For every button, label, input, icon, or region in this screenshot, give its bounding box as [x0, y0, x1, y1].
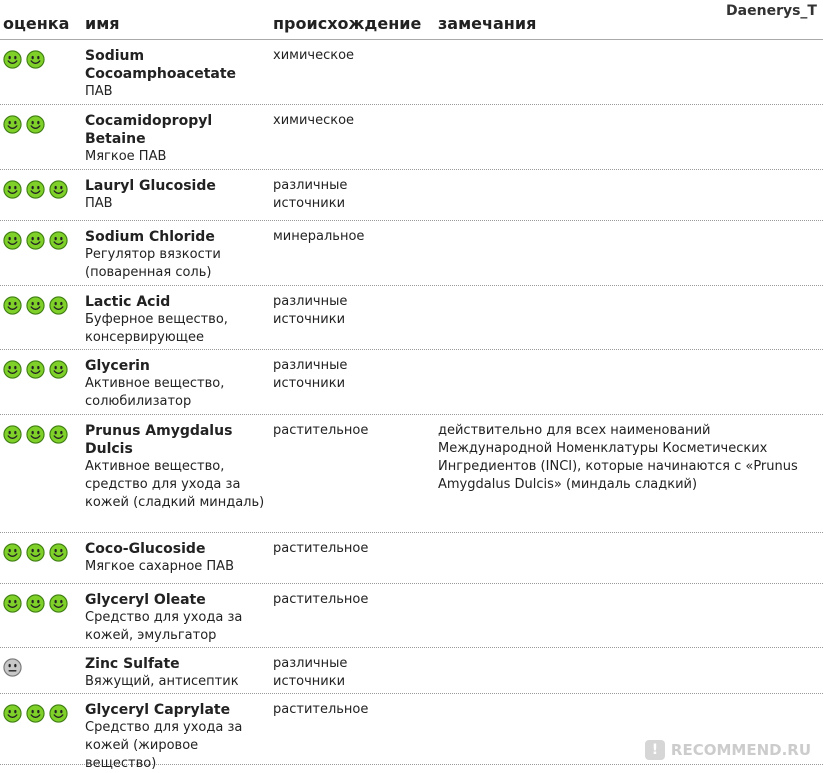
rating-cell — [3, 658, 22, 677]
name-cell — [85, 228, 265, 282]
rating-cell — [3, 180, 68, 199]
green-smiley-icon — [3, 594, 22, 613]
ingredient-description: Активное вещество, средство для ухода за кожей (сладкий миндаль) — [85, 459, 265, 510]
name-cell — [85, 540, 265, 576]
ingredient-description: Средство для ухода за кожей, эмульгатор — [85, 610, 243, 643]
recommend-watermark: ! RECOMMEND.RU — [645, 740, 811, 760]
green-smiley-icon — [26, 115, 45, 134]
rating-cell — [3, 296, 68, 315]
table-header — [0, 0, 823, 40]
ingredient-description: Вяжущий, антисептик — [85, 674, 239, 689]
ingredient-name[interactable]: Prunus Amygdalus Dulcis — [85, 423, 233, 457]
green-smiley-icon — [49, 594, 68, 613]
table-row — [0, 533, 823, 584]
name-cell — [85, 655, 265, 691]
ingredient-description: ПАВ — [85, 196, 113, 211]
green-smiley-icon — [3, 115, 22, 134]
ingredient-name[interactable]: Glyceryl Caprylate — [85, 702, 231, 718]
green-smiley-icon — [3, 360, 22, 379]
name-cell — [85, 422, 265, 512]
ingredient-name[interactable]: Cocamidopropyl Betaine — [85, 113, 213, 147]
table-row — [0, 648, 823, 694]
ingredient-description: Активное вещество, солюбилизатор — [85, 376, 225, 409]
green-smiley-icon — [49, 425, 68, 444]
green-smiley-icon — [26, 180, 45, 199]
green-smiley-icon — [49, 296, 68, 315]
green-smiley-icon — [3, 50, 22, 69]
ingredient-description: Регулятор вязкости (поваренная соль) — [85, 247, 221, 280]
ingredient-name[interactable]: Zinc Sulfate — [85, 656, 180, 672]
origin-cell: минеральное — [273, 229, 365, 244]
green-smiley-icon — [49, 231, 68, 250]
origin-cell: растительное — [273, 702, 369, 717]
table-row — [0, 40, 823, 105]
origin-cell: химическое — [273, 48, 355, 63]
table-row — [0, 415, 823, 533]
green-smiley-icon — [3, 543, 22, 562]
rating-cell — [3, 50, 45, 69]
header-name: имя — [85, 14, 120, 33]
table-row — [0, 350, 823, 415]
name-cell — [85, 357, 265, 411]
origin-cell: различные источники — [273, 178, 348, 211]
name-cell — [85, 112, 265, 166]
table-row — [0, 286, 823, 350]
green-smiley-icon — [3, 296, 22, 315]
green-smiley-icon — [49, 180, 68, 199]
green-smiley-icon — [26, 360, 45, 379]
rating-cell — [3, 543, 68, 562]
rating-cell — [3, 115, 45, 134]
origin-cell: различные источники — [273, 294, 348, 327]
name-cell — [85, 293, 265, 347]
ingredient-description: Буферное вещество, консервирующее — [85, 312, 228, 345]
rating-cell — [3, 231, 68, 250]
name-cell — [85, 177, 265, 213]
name-cell — [85, 701, 265, 773]
table-row — [0, 170, 823, 221]
ingredient-description: ПАВ — [85, 84, 113, 99]
name-cell — [85, 47, 265, 101]
table-row — [0, 584, 823, 648]
green-smiley-icon — [26, 704, 45, 723]
ingredient-name[interactable]: Sodium Chloride — [85, 229, 215, 245]
username-watermark: Daenerys_T — [726, 3, 817, 19]
green-smiley-icon — [26, 231, 45, 250]
table-row — [0, 105, 823, 170]
green-smiley-icon — [26, 296, 45, 315]
green-smiley-icon — [49, 360, 68, 379]
green-smiley-icon — [49, 704, 68, 723]
green-smiley-icon — [3, 704, 22, 723]
rating-cell — [3, 704, 68, 723]
ingredient-name[interactable]: Coco-Glucoside — [85, 541, 206, 557]
origin-cell: различные источники — [273, 656, 348, 689]
ingredient-name[interactable]: Sodium Cocoamphoacetate — [85, 48, 237, 82]
ingredient-name[interactable]: Glyceryl Oleate — [85, 592, 206, 608]
origin-cell: растительное — [273, 423, 369, 438]
green-smiley-icon — [26, 543, 45, 562]
ingredient-description: Мягкое сахарное ПАВ — [85, 559, 234, 574]
ingredient-name[interactable]: Lactic Acid — [85, 294, 171, 310]
header-rating: оценка — [3, 14, 70, 33]
rating-cell — [3, 360, 68, 379]
green-smiley-icon — [49, 543, 68, 562]
origin-cell: растительное — [273, 541, 369, 556]
origin-cell: растительное — [273, 592, 369, 607]
remarks-cell: действительно для всех наименований Международной Номенклатуры Косметических Ингредиентов (INCI), которые начинаются с «Prunus Amygdalus Dulcis» (миндаль сладкий) — [438, 423, 798, 492]
table-row — [0, 221, 823, 286]
header-remarks: замечания — [438, 14, 537, 33]
origin-cell: различные источники — [273, 358, 348, 391]
origin-cell: химическое — [273, 113, 355, 128]
green-smiley-icon — [26, 50, 45, 69]
recommend-logo-icon: ! — [645, 740, 665, 760]
ingredient-name[interactable]: Lauryl Glucoside — [85, 178, 216, 194]
green-smiley-icon — [3, 231, 22, 250]
ingredient-name[interactable]: Glycerin — [85, 358, 150, 374]
name-cell — [85, 591, 265, 645]
ingredient-description: Мягкое ПАВ — [85, 149, 167, 164]
neutral-smiley-icon — [3, 658, 22, 677]
green-smiley-icon — [26, 425, 45, 444]
green-smiley-icon — [3, 180, 22, 199]
green-smiley-icon — [3, 425, 22, 444]
green-smiley-icon — [26, 594, 45, 613]
ingredients-table — [0, 40, 823, 771]
ingredient-description: Средство для ухода за кожей (жировое вещество) — [85, 720, 243, 771]
header-origin: происхождение — [273, 14, 422, 33]
rating-cell — [3, 425, 68, 444]
rating-cell — [3, 594, 68, 613]
